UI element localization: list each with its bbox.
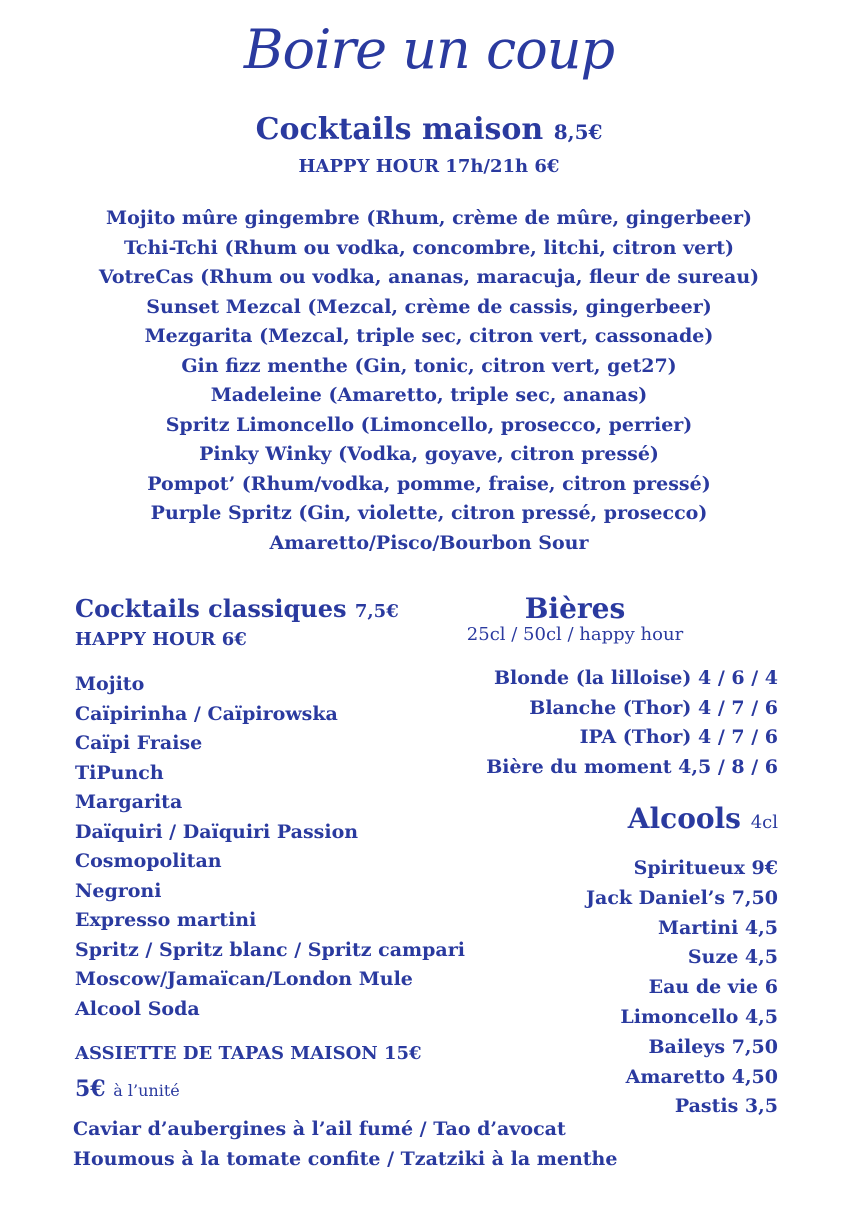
tapas-unit-price: 5€ [75,1076,106,1102]
page-title: Boire un coup [243,18,615,81]
list-item: Cosmopolitan [75,850,222,872]
alcools-title: Alcools [627,802,741,835]
cocktails-classiques-heading [75,594,399,623]
list-item: Margarita [75,791,183,813]
list-item: Blonde (la lilloise) 4 / 6 / 4 [493,667,778,689]
tapas-unit-label: à l’unité [113,1081,180,1100]
alcools-unit: 4cl [750,812,778,833]
tapas-title: ASSIETTE DE TAPAS MAISON [75,1043,378,1064]
bieres-heading: Bières [524,592,626,625]
list-item: TiPunch [75,761,164,784]
list-item: Spritz / Spritz blanc / Spritz campari [75,938,465,961]
list-item: Baileys 7,50 [648,1035,778,1058]
list-item: Mojito [75,673,145,695]
list-item: Pompot’ (Rhum/vodka, pomme, fraise, citron pressé) [147,472,711,495]
list-item: Amaretto/Pisco/Bourbon Sour [269,531,589,554]
tapas-heading [75,1043,422,1064]
list-item: Moscow/Jamaïcan/London Mule [75,968,413,990]
list-item: Caïpi Fraise [75,732,203,754]
cocktails-maison-price: 8,5€ [553,120,603,144]
list-item: Limoncello 4,5 [620,1005,778,1028]
list-item: Bière du moment 4,5 / 8 / 6 [486,755,778,778]
alcools-list [586,854,778,1122]
bieres-list [486,664,778,782]
list-item: Spiritueux 9€ [633,857,778,879]
list-item: Blanche (Thor) 4 / 7 / 6 [529,696,778,719]
list-item: Tchi-Tchi (Rhum ou vodka, concombre, litchi, citron vert) [123,236,735,259]
alcools-heading [628,802,778,835]
list-item: VotreCas (Rhum ou vodka, ananas, maracuja, fleur de sureau) [98,266,760,288]
list-item: Caïpirinha / Caïpirowska [75,702,338,725]
cocktails-maison-title: Cocktails maison [255,112,544,147]
list-item: Spritz Limoncello (Limoncello, prosecco, perrier) [165,413,693,436]
tapas-list [73,1114,617,1174]
cocktails-maison-list [0,204,858,558]
cocktails-maison-happy-hour: HAPPY HOUR 17h/21h 6€ [298,156,560,177]
tapas-unit-price-line [75,1076,180,1102]
list-item: Daïquiri / Daïquiri Passion [75,820,359,843]
list-item: Suze 4,5 [687,946,778,969]
tapas-price: 15€ [384,1043,422,1064]
cocktails-classiques-title: Cocktails classiques [75,594,347,623]
list-item: Amaretto 4,50 [625,1065,778,1088]
list-item: Pinky Winky (Vodka, goyave, citron pressé) [199,443,659,465]
list-item: IPA (Thor) 4 / 7 / 6 [579,726,778,748]
list-item: Purple Spritz (Gin, violette, citron pressé, prosecco) [150,502,708,524]
bieres-subheading: 25cl / 50cl / happy hour [466,624,684,645]
cocktails-classiques-happy-hour: HAPPY HOUR 6€ [75,629,247,650]
cocktails-maison-heading [0,112,858,147]
list-item: Mezgarita (Mezcal, triple sec, citron vert, cassonade) [144,325,714,347]
list-item: Gin fizz menthe (Gin, tonic, citron vert, get27) [181,354,677,377]
list-item: Negroni [75,879,162,902]
cocktails-classiques-list [75,670,465,1024]
list-item: Madeleine (Amaretto, triple sec, ananas) [210,384,648,406]
list-item: Caviar d’aubergines à l’ail fumé / Tao d’avocat [73,1118,566,1140]
list-item: Mojito mûre gingembre (Rhum, crème de mûre, gingerbeer) [106,207,752,229]
list-item: Jack Daniel’s 7,50 [586,886,778,909]
cocktails-classiques-price: 7,5€ [354,601,399,622]
list-item: Sunset Mezcal (Mezcal, crème de cassis, gingerbeer) [146,295,712,318]
list-item: Alcool Soda [75,997,200,1020]
list-item: Pastis 3,5 [674,1095,778,1118]
list-item: Eau de vie 6 [648,976,778,999]
list-item: Houmous à la tomate confite / Tzatziki à la menthe [73,1148,618,1170]
list-item: Martini 4,5 [657,916,778,939]
list-item: Expresso martini [75,909,257,931]
